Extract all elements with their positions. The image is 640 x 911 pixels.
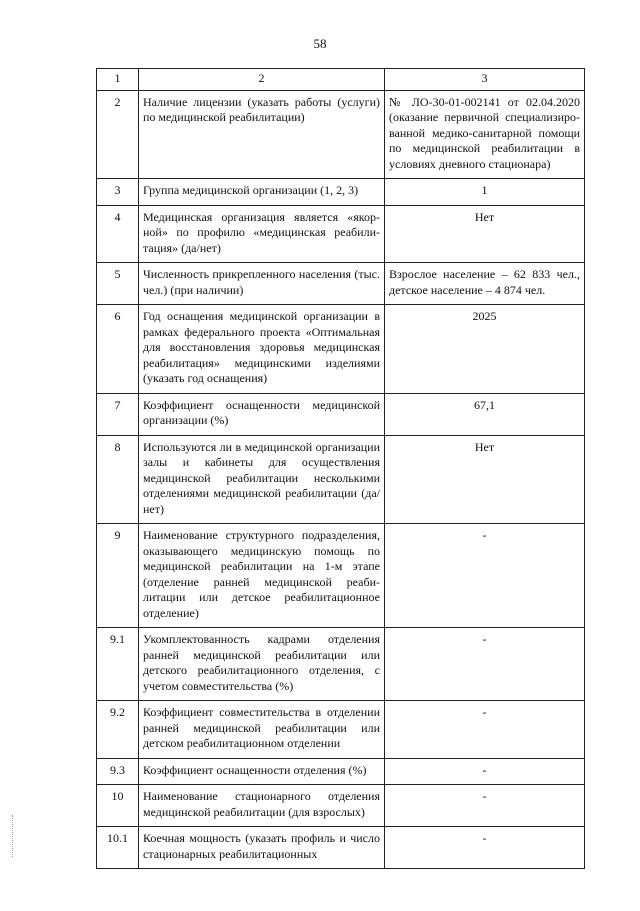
row-value: 1 bbox=[385, 179, 585, 206]
table-row bbox=[97, 263, 585, 305]
row-value: 2025 bbox=[385, 305, 585, 394]
row-number: 9.1 bbox=[97, 628, 139, 701]
row-value: - bbox=[385, 628, 585, 701]
table-row bbox=[97, 305, 585, 394]
table-row bbox=[97, 827, 585, 869]
table-row bbox=[97, 179, 585, 206]
row-number: 9.2 bbox=[97, 701, 139, 759]
row-number: 10 bbox=[97, 785, 139, 827]
row-number: 6 bbox=[97, 305, 139, 394]
row-label: Коэффициент оснащенности медицинской организации (%) bbox=[139, 393, 385, 435]
table-row bbox=[97, 393, 585, 435]
table-row bbox=[97, 628, 585, 701]
row-value: 67,1 bbox=[385, 393, 585, 435]
table-row bbox=[97, 758, 585, 785]
row-number: 2 bbox=[97, 90, 139, 179]
table-row bbox=[97, 524, 585, 628]
row-number: 9.3 bbox=[97, 758, 139, 785]
row-label: Наличие лицензии (указать работы (услуги) по медицинской реабилитации) bbox=[139, 90, 385, 179]
row-value: - bbox=[385, 758, 585, 785]
row-number: 5 bbox=[97, 263, 139, 305]
scan-margin-mark bbox=[12, 815, 16, 857]
data-table bbox=[96, 68, 585, 869]
row-value: Взрослое население – 62 833 чел., детское население – 4 874 чел. bbox=[385, 263, 585, 305]
row-label: Используются ли в медицинской организации залы и кабинеты для осуществления медицинской реабилитации несколькими отделениями медицинской реабилитации (да/нет) bbox=[139, 435, 385, 524]
row-number: 10.1 bbox=[97, 827, 139, 869]
row-label: Группа медицинской организации (1, 2, 3) bbox=[139, 179, 385, 206]
row-value: Нет bbox=[385, 205, 585, 263]
header-cell-3: 3 bbox=[385, 69, 585, 91]
row-number: 8 bbox=[97, 435, 139, 524]
row-label: Наименование структурного подразделения, оказывающего медицинскую помощь по медицинской реабилитации на 1-м этапе (отделение ранней медицинской реабилитации или детское реабилитационное отделение) bbox=[139, 524, 385, 628]
page-number: 58 bbox=[313, 36, 327, 51]
row-value: - bbox=[385, 524, 585, 628]
row-number: 7 bbox=[97, 393, 139, 435]
row-label: Наименование стационарного отделения медицинской реабилитации (для взрослых) bbox=[139, 785, 385, 827]
row-value: № ЛО-30-01-002141 от 02.04.2020 (оказание первичной специализированной медико-санитарной помощи по медицинской реабилитации в условиях дневного стационара) bbox=[385, 90, 585, 179]
row-value: Нет bbox=[385, 435, 585, 524]
table-row bbox=[97, 90, 585, 179]
table-row bbox=[97, 701, 585, 759]
row-label: Год оснащения медицинской организации в рамках федерального проекта «Оптимальная для восстановления здоровья медицинская реабилитация» медицинскими изделиями (указать год оснащения) bbox=[139, 305, 385, 394]
row-number: 9 bbox=[97, 524, 139, 628]
row-value: - bbox=[385, 785, 585, 827]
row-label: Укомплектованность кадрами отделения ранней медицинской реабилитации или детского реабилитационного отделения, с учетом совместительства (%) bbox=[139, 628, 385, 701]
row-label: Численность прикрепленного населения (тыс. чел.) (при наличии) bbox=[139, 263, 385, 305]
row-label: Коэффициент совместительства в отделении ранней медицинской реабилитации или детском реабилитационном отделении bbox=[139, 701, 385, 759]
table-row bbox=[97, 435, 585, 524]
row-value: - bbox=[385, 701, 585, 759]
row-label: Медицинская организация является «якорной» по профилю «медицинская реабилитация» (да/нет) bbox=[139, 205, 385, 263]
header-cell-2: 2 bbox=[139, 69, 385, 91]
table-row bbox=[97, 785, 585, 827]
row-number: 4 bbox=[97, 205, 139, 263]
table-row bbox=[97, 205, 585, 263]
row-value: - bbox=[385, 827, 585, 869]
row-number: 3 bbox=[97, 179, 139, 206]
row-label: Коечная мощность (указать профиль и число стационарных реабилитационных bbox=[139, 827, 385, 869]
row-label: Коэффициент оснащенности отделения (%) bbox=[139, 758, 385, 785]
header-cell-1: 1 bbox=[97, 69, 139, 91]
table-header-row bbox=[97, 69, 585, 91]
